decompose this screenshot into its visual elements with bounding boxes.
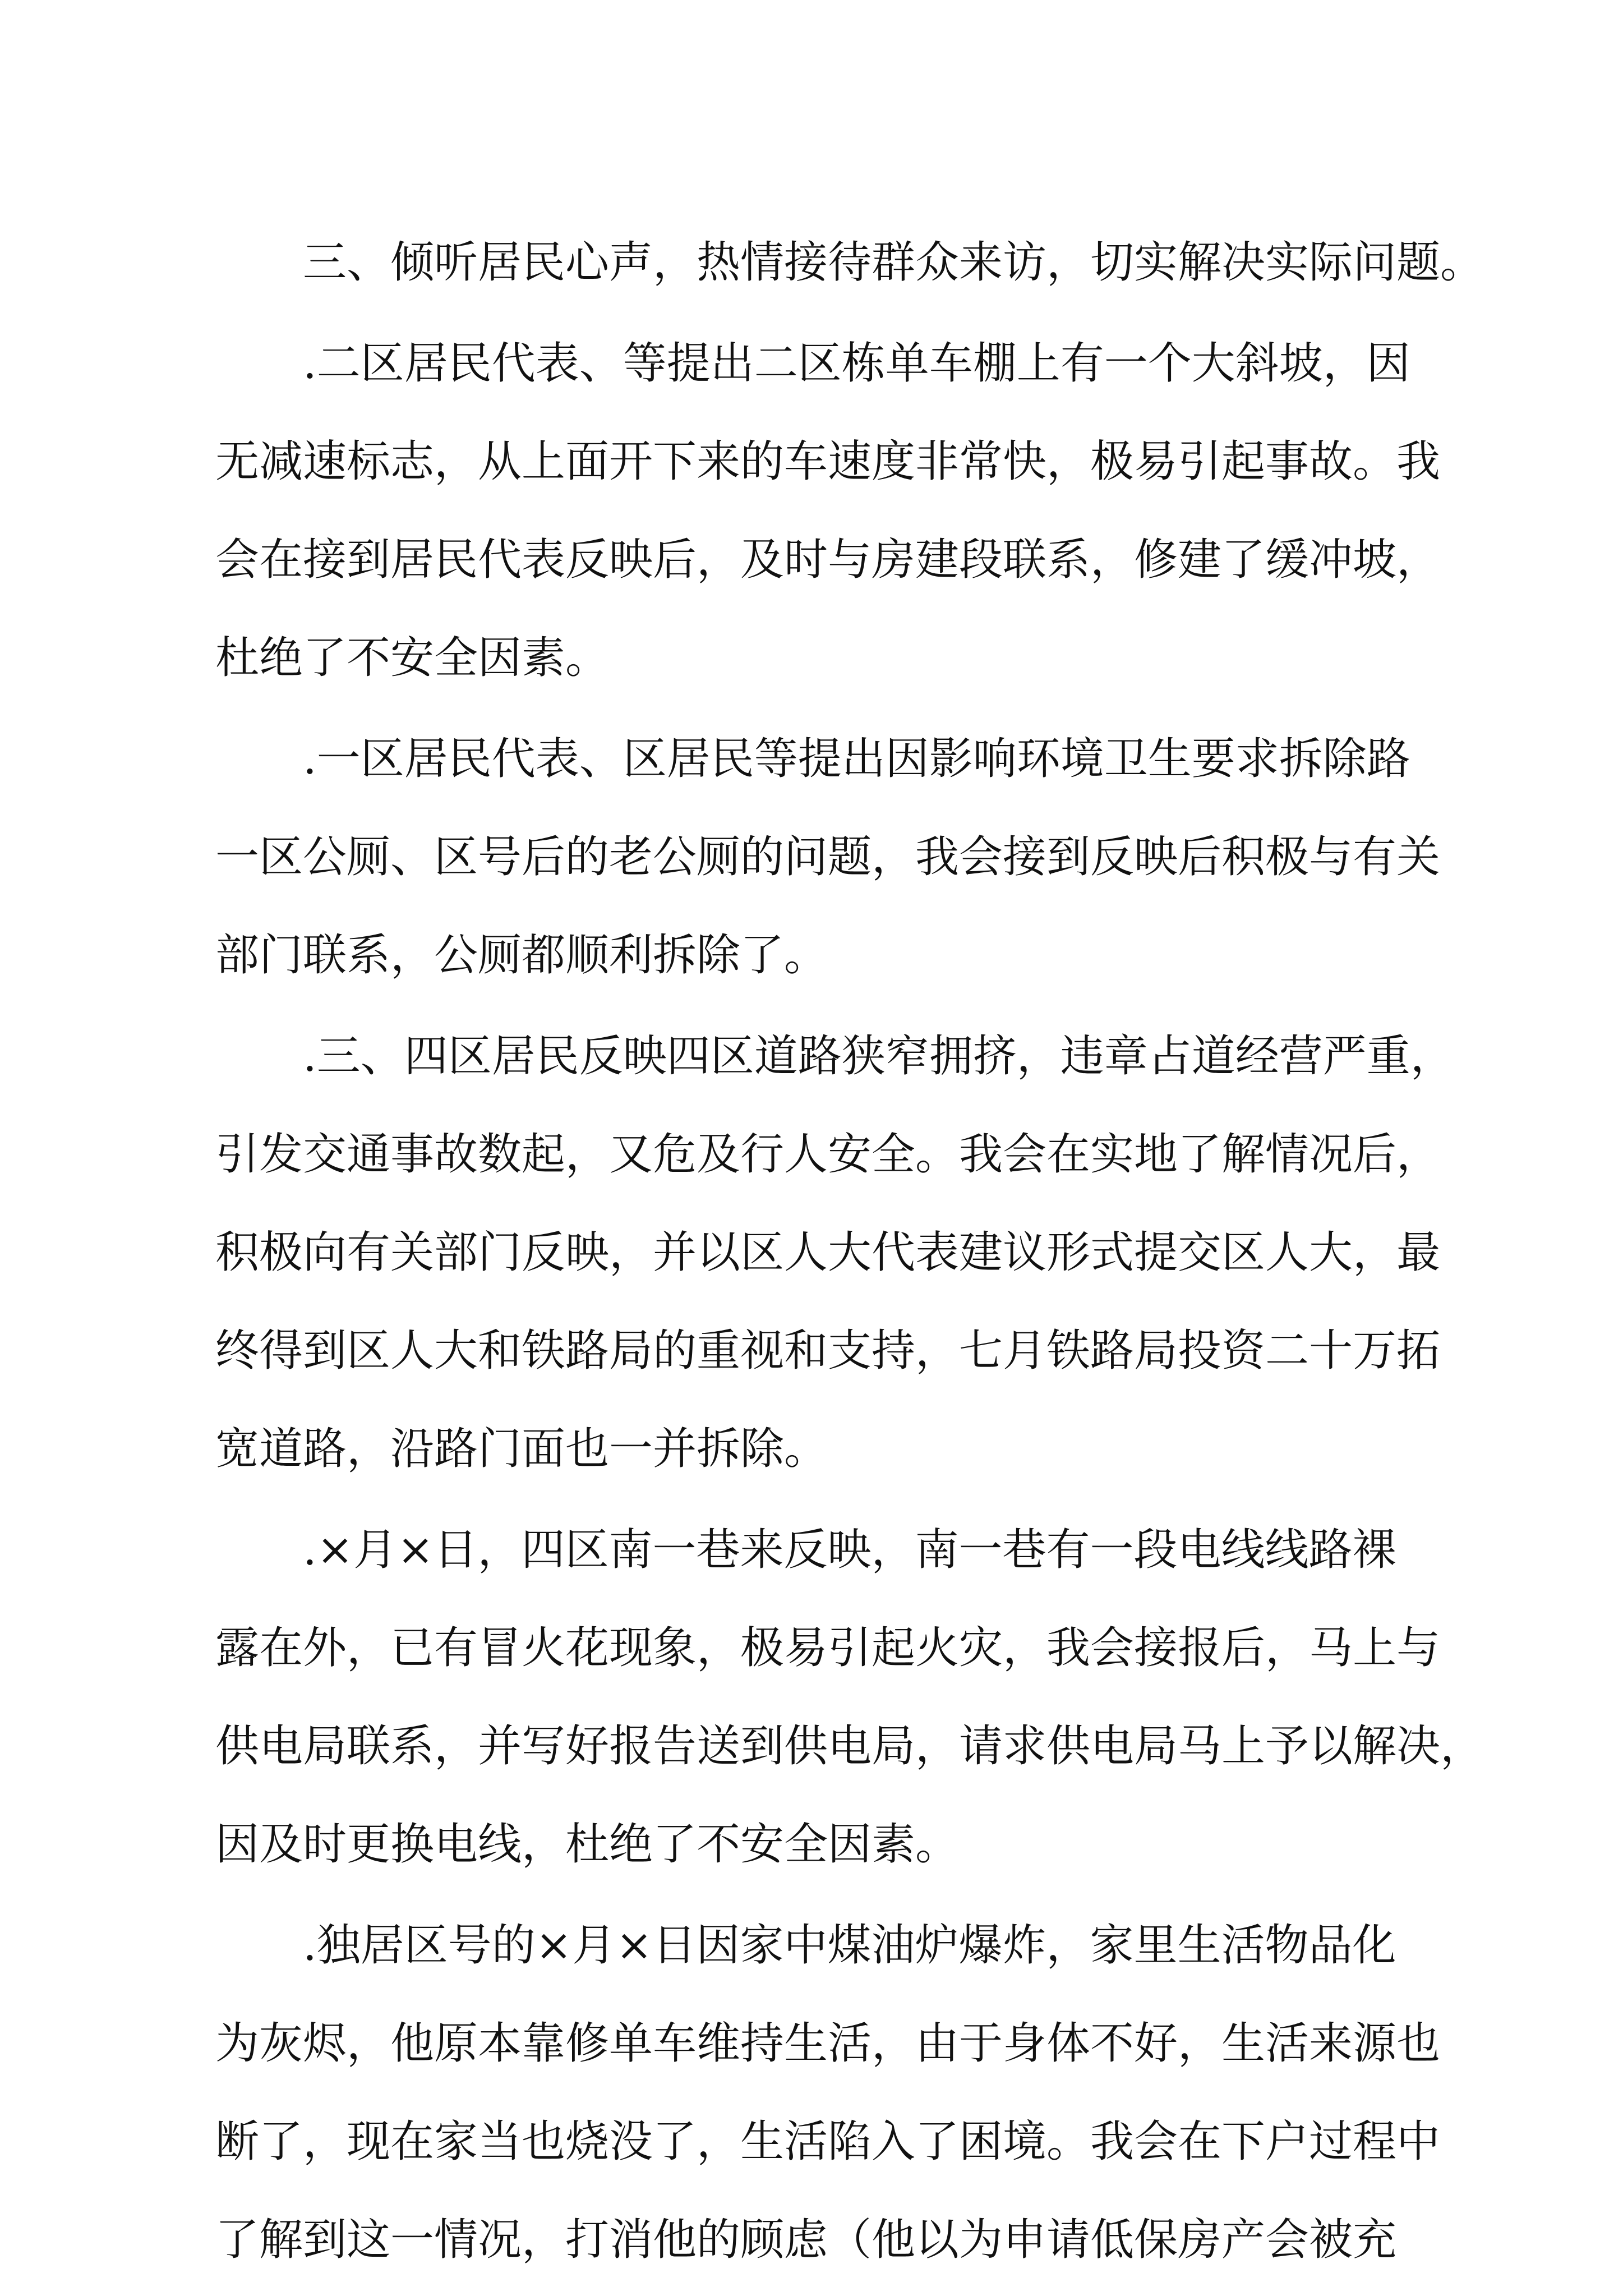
paragraph-line: 供电局联系，并写好报告送到供电局，请求供电局马上予以解决， [215, 1721, 1484, 1772]
paragraph-line: 为灰烬，他原本靠修单车维持生活，由于身体不好，生活来源也 [215, 2018, 1441, 2069]
paragraph-line: 了解到这一情况，打消他的顾虑（他以为申请低保房产会被充 [215, 2215, 1397, 2265]
paragraph-line: .三、四区居民反映四区道路狭窄拥挤，违章占道经营严重， [303, 1031, 1454, 1082]
paragraph-line: 终得到区人大和铁路局的重视和支持，七月铁路局投资二十万拓 [215, 1326, 1441, 1376]
paragraph-line: 宽道路，沿路门面也一并拆除。 [215, 1424, 828, 1474]
paragraph-line: 断了，现在家当也烧没了，生活陷入了困境。我会在下户过程中 [215, 2116, 1441, 2167]
paragraph-heading-line: 三、倾听居民心声，热情接待群众来访，切实解决实际问题。 [303, 237, 1484, 288]
paragraph-line: .独居区号的×月×日因家中煤油炉爆炸，家里生活物品化 [303, 1920, 1396, 1971]
paragraph-line: 因及时更换电线，杜绝了不安全因素。 [215, 1819, 960, 1870]
paragraph-line: 无减速标志，从上面开下来的车速度非常快，极易引起事故。我 [215, 436, 1441, 487]
paragraph-line: 部门联系，公厕都顺利拆除了。 [215, 930, 828, 981]
paragraph-line: .×月×日，四区南一巷来反映，南一巷有一段电线线路裸 [303, 1525, 1396, 1575]
paragraph-line: .一区居民代表、区居民等提出因影响环境卫生要求拆除路 [303, 734, 1410, 784]
paragraph-line: 一区公厕、区号后的老公厕的问题，我会接到反映后积极与有关 [215, 832, 1441, 882]
paragraph-line: 露在外，已有冒火花现象，极易引起火灾，我会接报后，马上与 [215, 1623, 1441, 1673]
paragraph-line: 杜绝了不安全因素。 [215, 633, 610, 683]
paragraph-line: .二区居民代表、等提出二区栋单车棚上有一个大斜坡，因 [303, 338, 1410, 389]
paragraph-line: 引发交通事故数起，又危及行人安全。我会在实地了解情况后， [215, 1129, 1441, 1180]
paragraph-line: 积极向有关部门反映，并以区人大代表建议形式提交区人大，最 [215, 1227, 1441, 1278]
paragraph-line: 会在接到居民代表反映后，及时与房建段联系，修建了缓冲坡， [215, 535, 1441, 585]
